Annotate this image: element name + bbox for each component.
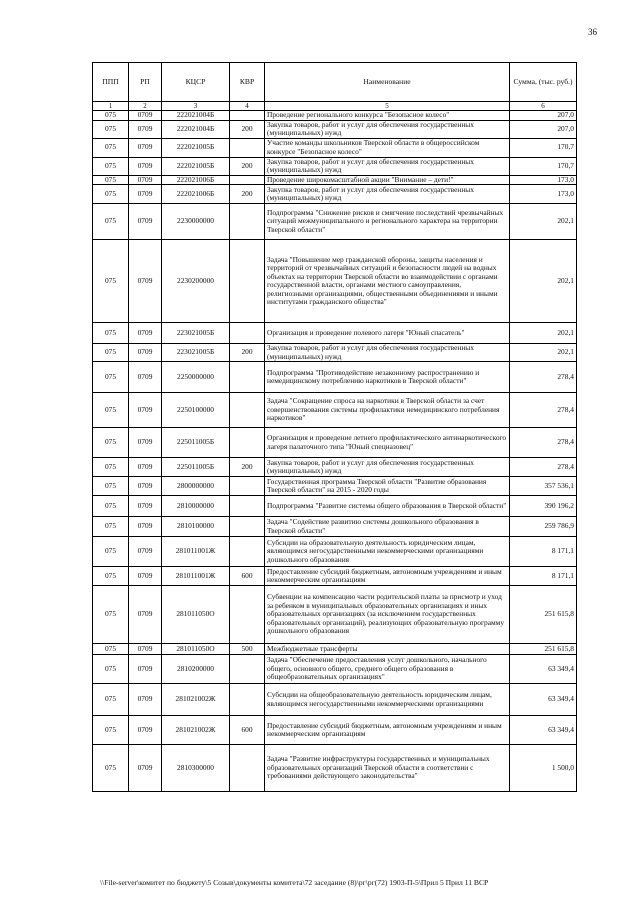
table-row <box>93 586 577 644</box>
cell-kvr <box>230 655 265 684</box>
page-number: 36 <box>588 27 597 37</box>
cell-kcsr: 2800000000 <box>162 477 230 496</box>
header-name: Наименование <box>265 63 510 102</box>
cell-name: Субсидии на образовательную деятельность юридическим лицам, являющимся негосударственными некоммерческими организациями дошкольного образования <box>265 537 510 567</box>
cell-ppp: 075 <box>93 537 129 567</box>
table-row <box>93 655 577 684</box>
table-row <box>93 138 577 157</box>
cell-ppp: 075 <box>93 157 129 175</box>
cell-rp: 0709 <box>129 655 162 684</box>
cell-rp: 0709 <box>129 644 162 655</box>
cell-kcsr: 222021005Б <box>162 138 230 157</box>
cell-name: Закупка товаров, работ и услуг для обеспечения государственных (муниципальных) нужд <box>265 157 510 175</box>
cell-ppp: 075 <box>93 111 129 121</box>
table-row <box>93 537 577 567</box>
cell-kcsr: 222021005Б <box>162 157 230 175</box>
cell-kcsr: 281011050О <box>162 586 230 644</box>
cell-rp: 0709 <box>129 458 162 477</box>
cell-sum: 202,1 <box>510 204 577 240</box>
cell-rp: 0709 <box>129 393 162 428</box>
header-kvr: КВР <box>230 63 265 102</box>
column-number: 1 <box>93 102 129 111</box>
cell-sum: 173,0 <box>510 175 577 185</box>
table-row <box>93 644 577 655</box>
table-row <box>93 240 577 323</box>
header-ppp: ППП <box>93 63 129 102</box>
cell-rp: 0709 <box>129 517 162 537</box>
cell-sum: 390 196,2 <box>510 496 577 517</box>
cell-ppp: 075 <box>93 745 129 792</box>
cell-kvr <box>230 175 265 185</box>
cell-kcsr: 225011005Б <box>162 458 230 477</box>
cell-kcsr: 2250000000 <box>162 362 230 393</box>
cell-rp: 0709 <box>129 240 162 323</box>
cell-kvr <box>230 745 265 792</box>
table-row <box>93 111 577 121</box>
cell-ppp: 075 <box>93 477 129 496</box>
cell-ppp: 075 <box>93 716 129 745</box>
cell-ppp: 075 <box>93 517 129 537</box>
column-number: 3 <box>162 102 230 111</box>
table-row <box>93 362 577 393</box>
cell-sum: 170,7 <box>510 157 577 175</box>
cell-name: Закупка товаров, работ и услуг для обеспечения государственных (муниципальных) нужд <box>265 344 510 362</box>
cell-rp: 0709 <box>129 120 162 138</box>
cell-name: Закупка товаров, работ и услуг для обеспечения государственных (муниципальных) нужд <box>265 185 510 204</box>
cell-name: Задача "Содействие развитию системы дошкольного образования в Тверской области" <box>265 517 510 537</box>
cell-ppp: 075 <box>93 185 129 204</box>
cell-kvr: 200 <box>230 157 265 175</box>
cell-name: Субсидии на общеобразовательную деятельность юридическим лицам, являющимся негосударственными некоммерческими организациями <box>265 684 510 716</box>
cell-rp: 0709 <box>129 323 162 344</box>
cell-kcsr: 2810300000 <box>162 745 230 792</box>
cell-rp: 0709 <box>129 138 162 157</box>
cell-ppp: 075 <box>93 496 129 517</box>
column-number: 4 <box>230 102 265 111</box>
table-row <box>93 458 577 477</box>
cell-ppp: 075 <box>93 120 129 138</box>
cell-kcsr: 225011005Б <box>162 428 230 458</box>
cell-ppp: 075 <box>93 458 129 477</box>
cell-kvr <box>230 111 265 121</box>
cell-sum: 63 349,4 <box>510 655 577 684</box>
cell-kvr <box>230 362 265 393</box>
cell-name: Закупка товаров, работ и услуг для обеспечения государственных (муниципальных) нужд <box>265 458 510 477</box>
cell-rp: 0709 <box>129 362 162 393</box>
cell-sum: 63 349,4 <box>510 716 577 745</box>
cell-sum: 202,1 <box>510 240 577 323</box>
cell-name: Проведение регионального конкурса "Безопасное колесо" <box>265 111 510 121</box>
cell-ppp: 075 <box>93 362 129 393</box>
budget-table <box>92 62 577 792</box>
cell-name: Государственная программа Тверской области "Развитие образования Тверской области" на 2015 - 2020 годы <box>265 477 510 496</box>
cell-ppp: 075 <box>93 655 129 684</box>
cell-kcsr: 281021002Ж <box>162 684 230 716</box>
cell-ppp: 075 <box>93 240 129 323</box>
cell-kvr <box>230 537 265 567</box>
cell-kvr <box>230 204 265 240</box>
cell-kvr: 600 <box>230 716 265 745</box>
table-row <box>93 323 577 344</box>
footer-file-path: \\File-server\комитет по бюджету\5 Созыв\документы комитета\72 заседание (8)\рг\рг(72) 1903-П-5\Прил 5 Прил 11 ВСР <box>100 878 489 887</box>
table-row <box>93 517 577 537</box>
cell-kcsr: 281011050О <box>162 644 230 655</box>
cell-rp: 0709 <box>129 586 162 644</box>
table-row <box>93 496 577 517</box>
cell-name: Проведение широкомасштабной акции "Внимание – дети!" <box>265 175 510 185</box>
cell-sum: 251 615,8 <box>510 586 577 644</box>
table-body <box>93 111 577 792</box>
cell-sum: 202,1 <box>510 344 577 362</box>
cell-kcsr: 222021006Б <box>162 185 230 204</box>
cell-rp: 0709 <box>129 428 162 458</box>
cell-rp: 0709 <box>129 716 162 745</box>
table-header-row <box>93 63 577 102</box>
column-number: 6 <box>510 102 577 111</box>
cell-name: Участие команды школьников Тверской области в общероссийском конкурсе "Безопасное колесо" <box>265 138 510 157</box>
table-row <box>93 185 577 204</box>
cell-kvr: 200 <box>230 344 265 362</box>
cell-name: Субвенции на компенсацию части родительской платы за присмотр и уход за ребенком в муниципальных образовательных организациях и иных образовательных организациях (за исключением государственных образовательных организаций), реализующих образовательную программу дошкольного образования <box>265 586 510 644</box>
header-sum: Сумма, (тыс. руб.) <box>510 63 577 102</box>
table-row <box>93 157 577 175</box>
cell-rp: 0709 <box>129 157 162 175</box>
cell-rp: 0709 <box>129 537 162 567</box>
cell-name: Задача "Обеспечение предоставления услуг дошкольного, начального общего, основного общего, среднего общего образования в общеобразовательных организациях" <box>265 655 510 684</box>
cell-name: Предоставление субсидий бюджетным, автономным учреждениям и иным некоммерческим организациям <box>265 567 510 586</box>
cell-sum: 251 615,8 <box>510 644 577 655</box>
cell-kvr <box>230 586 265 644</box>
cell-name: Задача "Повышение мер гражданской обороны, защиты населения и территорий от чрезвычайных ситуаций и безопасности людей на водных объектах на территории Тверской области во взаимодействии с органами государственной власти, органами местного самоуправления, религиозными организациями, общественными объединениями и иными институтами гражданского общества" <box>265 240 510 323</box>
cell-kcsr: 2230200000 <box>162 240 230 323</box>
cell-kcsr: 281011001Ж <box>162 567 230 586</box>
cell-kcsr: 222021006Б <box>162 175 230 185</box>
cell-sum: 207,0 <box>510 111 577 121</box>
cell-kcsr: 2810100000 <box>162 517 230 537</box>
cell-sum: 207,0 <box>510 120 577 138</box>
cell-ppp: 075 <box>93 684 129 716</box>
cell-name: Межбюджетные трансферты <box>265 644 510 655</box>
cell-ppp: 075 <box>93 344 129 362</box>
cell-rp: 0709 <box>129 745 162 792</box>
cell-kvr <box>230 684 265 716</box>
column-number: 2 <box>129 102 162 111</box>
cell-kcsr: 222021004Б <box>162 120 230 138</box>
cell-sum: 278,4 <box>510 393 577 428</box>
cell-sum: 357 536,1 <box>510 477 577 496</box>
cell-rp: 0709 <box>129 477 162 496</box>
cell-kvr: 500 <box>230 644 265 655</box>
cell-kvr <box>230 240 265 323</box>
cell-kvr <box>230 323 265 344</box>
cell-sum: 202,1 <box>510 323 577 344</box>
cell-kvr <box>230 428 265 458</box>
table-row <box>93 477 577 496</box>
cell-name: Подпрограмма "Противодействие незаконному распространению и немедицинскому потреблению наркотиков в Тверской области" <box>265 362 510 393</box>
cell-name: Задача "Сокращение спроса на наркотики в Тверской области за счет совершенствования системы профилактики немедицинского потребления наркотиков" <box>265 393 510 428</box>
table-row <box>93 428 577 458</box>
table-row <box>93 684 577 716</box>
cell-name: Организация и проведение полевого лагеря "Юный спасатель" <box>265 323 510 344</box>
cell-rp: 0709 <box>129 567 162 586</box>
cell-name: Задача "Развитие инфраструктуры государственных и муниципальных образовательных организаций Тверской области в соответствии с требованиями действующего законодательства" <box>265 745 510 792</box>
cell-sum: 8 171,1 <box>510 537 577 567</box>
cell-kcsr: 222021004Б <box>162 111 230 121</box>
table-row <box>93 204 577 240</box>
cell-sum: 63 349,4 <box>510 684 577 716</box>
cell-sum: 278,4 <box>510 362 577 393</box>
cell-rp: 0709 <box>129 185 162 204</box>
cell-sum: 259 786,9 <box>510 517 577 537</box>
cell-ppp: 075 <box>93 393 129 428</box>
cell-ppp: 075 <box>93 138 129 157</box>
cell-kcsr: 281011001Ж <box>162 537 230 567</box>
cell-rp: 0709 <box>129 111 162 121</box>
table-row <box>93 716 577 745</box>
cell-kcsr: 2230000000 <box>162 204 230 240</box>
cell-sum: 278,4 <box>510 458 577 477</box>
cell-kvr <box>230 138 265 157</box>
cell-ppp: 075 <box>93 175 129 185</box>
cell-rp: 0709 <box>129 204 162 240</box>
cell-sum: 170,7 <box>510 138 577 157</box>
cell-sum: 278,4 <box>510 428 577 458</box>
cell-kvr: 200 <box>230 185 265 204</box>
cell-kcsr: 2810200000 <box>162 655 230 684</box>
cell-rp: 0709 <box>129 175 162 185</box>
cell-name: Предоставление субсидий бюджетным, автономным учреждениям и иным некоммерческим организациям <box>265 716 510 745</box>
cell-rp: 0709 <box>129 496 162 517</box>
cell-kcsr: 223021005Б <box>162 323 230 344</box>
cell-rp: 0709 <box>129 344 162 362</box>
cell-rp: 0709 <box>129 684 162 716</box>
cell-sum: 173,0 <box>510 185 577 204</box>
cell-kvr <box>230 477 265 496</box>
table-row <box>93 393 577 428</box>
cell-kvr: 200 <box>230 120 265 138</box>
cell-ppp: 075 <box>93 428 129 458</box>
table-row <box>93 175 577 185</box>
cell-kvr <box>230 496 265 517</box>
cell-kvr <box>230 393 265 428</box>
cell-kcsr: 2810000000 <box>162 496 230 517</box>
cell-kcsr: 223021005Б <box>162 344 230 362</box>
cell-ppp: 075 <box>93 644 129 655</box>
cell-name: Подпрограмма "Снижение рисков и смягчение последствий чрезвычайных ситуаций межмуниципального и регионального характера на территории Тверской области" <box>265 204 510 240</box>
cell-kvr: 200 <box>230 458 265 477</box>
cell-sum: 1 500,0 <box>510 745 577 792</box>
header-kcsr: КЦСР <box>162 63 230 102</box>
table-row <box>93 745 577 792</box>
cell-name: Организация и проведение летнего профилактического антинаркотического лагеря палаточного типа "Юный спецназовец" <box>265 428 510 458</box>
cell-kcsr: 281021002Ж <box>162 716 230 745</box>
cell-name: Закупка товаров, работ и услуг для обеспечения государственных (муниципальных) нужд <box>265 120 510 138</box>
cell-ppp: 075 <box>93 323 129 344</box>
table-row <box>93 344 577 362</box>
cell-ppp: 075 <box>93 567 129 586</box>
column-number: 5 <box>265 102 510 111</box>
cell-sum: 8 171,1 <box>510 567 577 586</box>
table-row <box>93 567 577 586</box>
cell-kvr <box>230 517 265 537</box>
table-row <box>93 120 577 138</box>
cell-ppp: 075 <box>93 204 129 240</box>
cell-kcsr: 2250100000 <box>162 393 230 428</box>
cell-kvr: 600 <box>230 567 265 586</box>
cell-name: Подпрограмма "Развитие системы общего образования в Тверской области" <box>265 496 510 517</box>
header-rp: РП <box>129 63 162 102</box>
cell-ppp: 075 <box>93 586 129 644</box>
